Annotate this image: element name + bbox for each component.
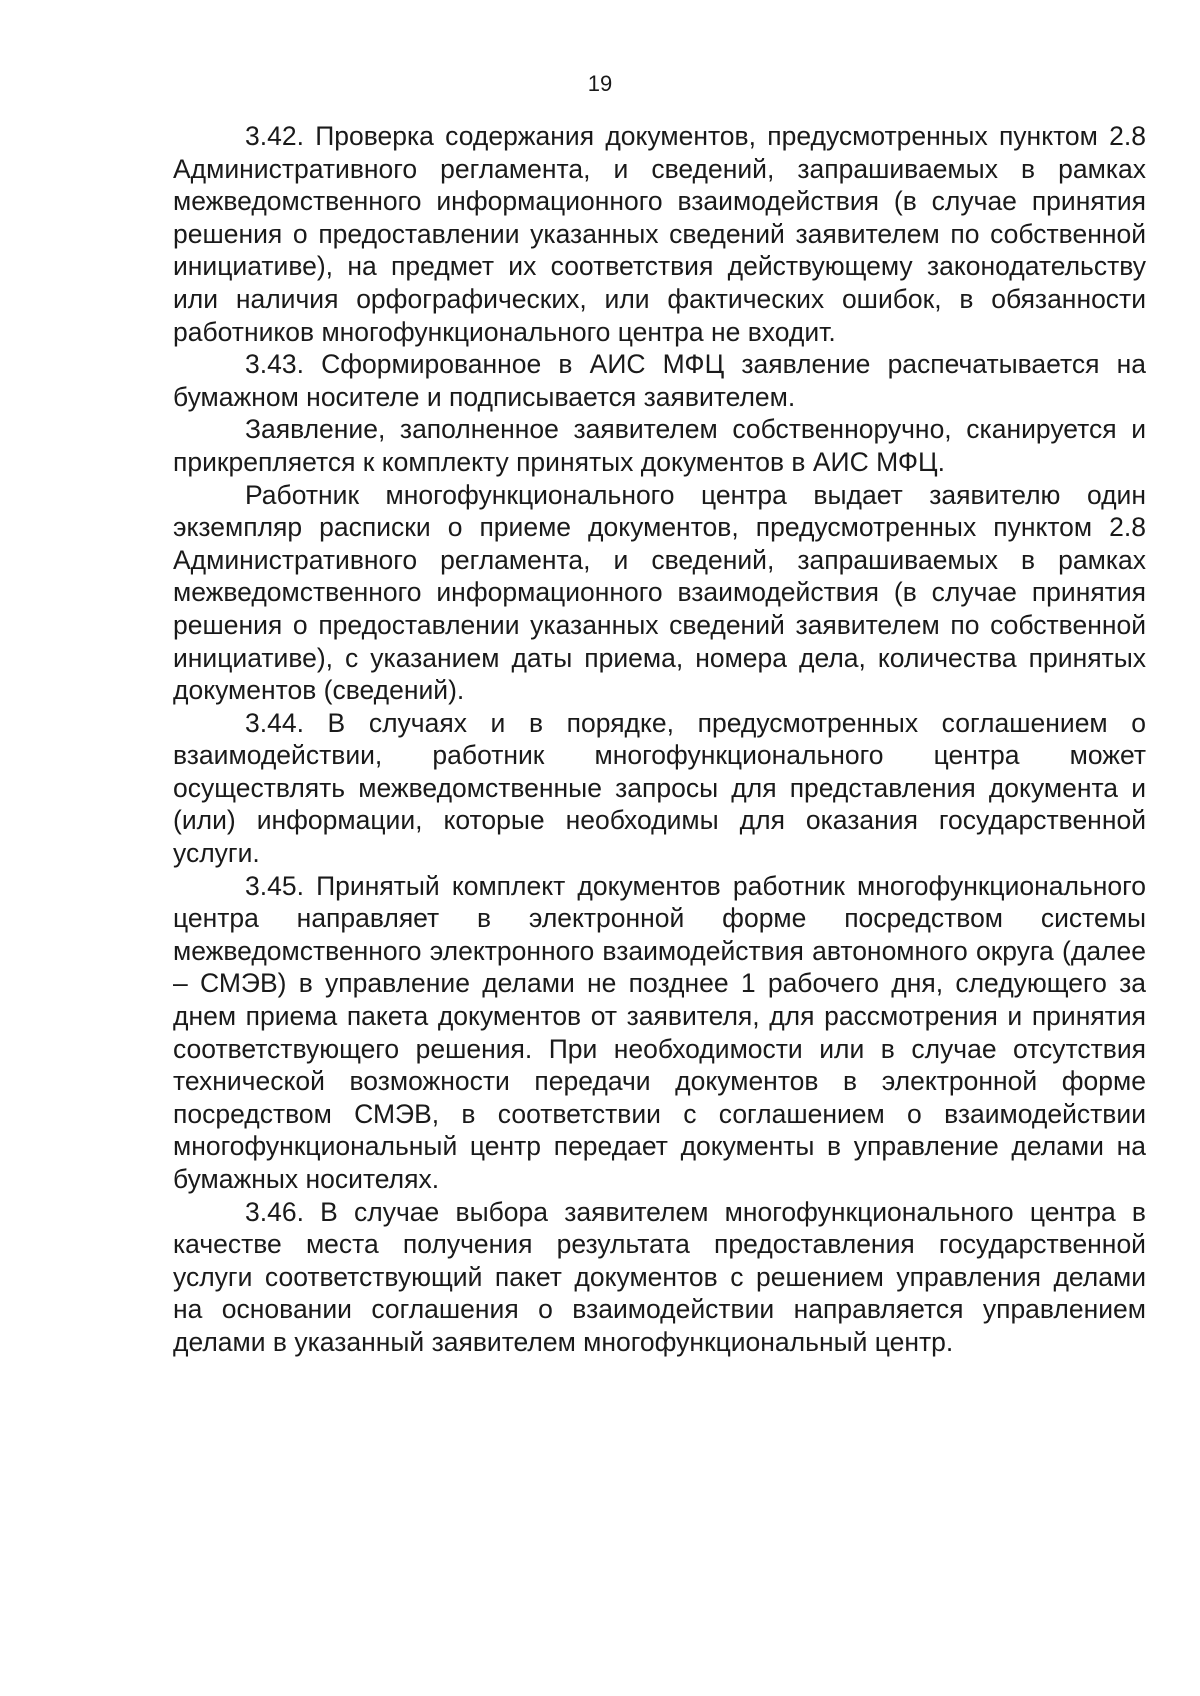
paragraph-3-46: 3.46. В случае выбора заявителем многофункционального центра в качестве места получения результата предоставления государственной услуги соответствующий пакет документов с решением управления делами на основании соглашения о взаимодействии направляется управлением делами в указанный заявителем многофункциональный центр. xyxy=(173,1196,1146,1357)
paragraph-3-44: 3.44. В случаях и в порядке, предусмотренных соглашением о взаимодействии, работник многофункционального центра может осуществлять межведомственные запросы для представления документа и (или) информации, которые необходимы для оказания государственной услуги. xyxy=(173,707,1146,869)
page-number: 19 xyxy=(587,71,613,96)
paragraph-application-scan: Заявление, заполненное заявителем собственноручно, сканируется и прикрепляется к комплекту принятых документов в АИС МФЦ. xyxy=(173,414,1146,477)
document-body xyxy=(173,120,1146,1359)
paragraph-3-43: 3.43. Сформированное в АИС МФЦ заявление распечатывается на бумажном носителе и подписывается заявителем. xyxy=(173,349,1146,412)
paragraph-3-45: 3.45. Принятый комплект документов работник многофункционального центра направляет в электронной форме посредством системы межведомственного электронного взаимодействия автономного округа (далее – СМЭВ) в управление делами не позднее 1 рабочего дня, следующего за днем приема пакета документов от заявителя, для рассмотрения и принятия соответствующего решения. При необходимости или в случае отсутствия технической возможности передачи документов в электронной форме посредством СМЭВ, в соответствии с соглашением о взаимодействии многофункциональный центр передает документы в управление делами на бумажных носителях. xyxy=(173,870,1146,1194)
paragraph-receipt: Работник многофункционального центра выдает заявителю один экземпляр расписки о приеме документов, предусмотренных пунктом 2.8 Административного регламента, и сведений, запрашиваемых в рамках межведомственного информационного взаимодействия (в случае принятия решения о предоставлении указанных сведений заявителем по собственной инициативе), с указанием даты приема, номера дела, количества принятых документов (сведений). xyxy=(173,479,1146,706)
paragraph-3-42: 3.42. Проверка содержания документов, предусмотренных пунктом 2.8 Административного регламента, и сведений, запрашиваемых в рамках межведомственного информационного взаимодействия (в случае принятия решения о предоставлении указанных сведений заявителем по собственной инициативе), на предмет их соответствия действующему законодательству или наличия орфографических, или фактических ошибок, в обязанности работников многофункционального центра не входит. xyxy=(173,121,1146,347)
